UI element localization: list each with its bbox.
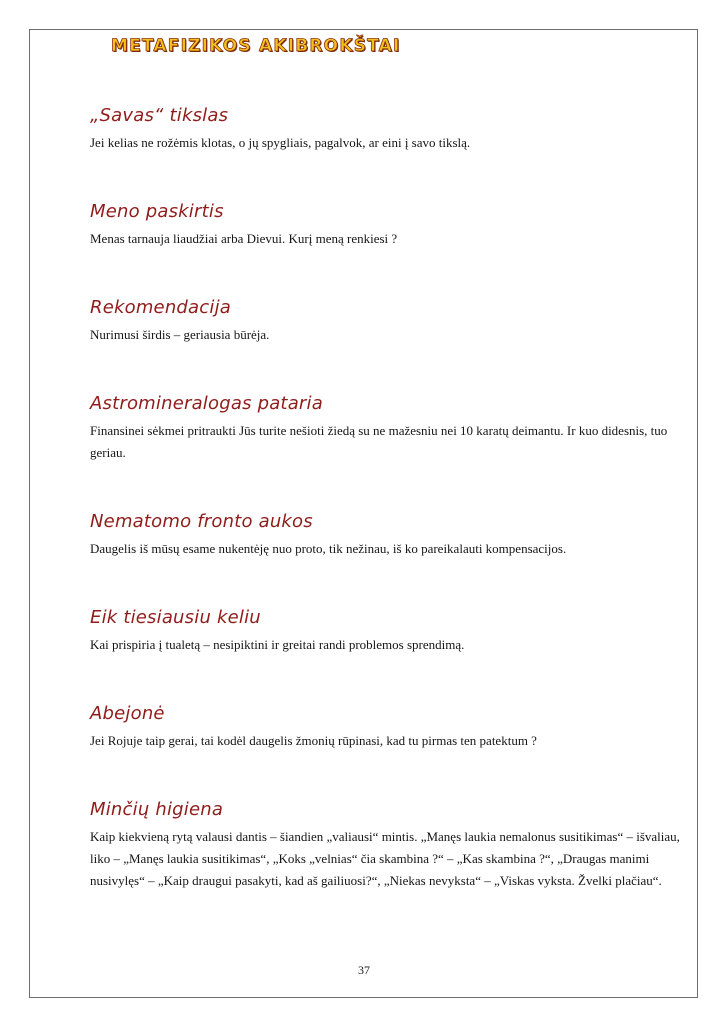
section-minciu-higiena — [90, 798, 690, 892]
section-paragraph: Kaip kiekvieną rytą valausi dantis – šiandien „valiausi“ mintis. „Manęs laukia nemalonus susitikimas“ – išvaliau, liko – „Manęs laukia susitikimas“, „Koks „velnias“ čia skambina ?“ – „Kas skambina ?“, „Draugas manimi nusivylęs“ – „Kaip draugui pasakyti, kad aš gailiuosi?“, „Niekas nevyksta“ – „Viskas vyksta. Žvelki plačiau“. — [90, 829, 680, 888]
section-paragraph: Kai prispiria į tualetą – nesipiktini ir greitai randi problemos sprendimą. — [90, 637, 465, 652]
section-paragraph: Nurimusi širdis – geriausia būrėja. — [90, 327, 270, 342]
document-body — [90, 104, 690, 892]
page-number: 37 — [358, 963, 370, 977]
document-header-title: METAFIZIKOS AKIBROKŠTAI — [111, 36, 401, 56]
section-heading: Meno paskirtis — [90, 201, 224, 222]
section-paragraph: Jei Rojuje taip gerai, tai kodėl daugelis žmonių rūpinasi, kad tu pirmas ten patektum ? — [90, 733, 537, 748]
section-paragraph: Jei kelias ne rožėmis klotas, o jų spygliais, pagalvok, ar eini į savo tikslą. — [90, 135, 471, 150]
section-heading: Abejonė — [90, 703, 165, 724]
section-heading: Minčių higiena — [90, 799, 224, 820]
section-nematomo-fronto-aukos — [90, 510, 690, 560]
section-rekomendacija — [90, 296, 690, 346]
section-heading: Eik tiesiausiu keliu — [90, 607, 261, 628]
section-heading: Astromineralogas pataria — [90, 393, 323, 414]
section-astromineralogas — [90, 392, 690, 464]
section-paragraph: Finansinei sėkmei pritraukti Jūs turite nešioti žiedą su ne mažesniu nei 10 karatų deimantu. Ir kuo didesnis, tuo geriau. — [90, 423, 668, 460]
section-meno-paskirtis — [90, 200, 690, 250]
section-abejone — [90, 702, 690, 752]
section-heading: „Savas“ tikslas — [90, 105, 229, 126]
section-paragraph: Daugelis iš mūsų esame nukentėję nuo proto, tik nežinau, iš ko pareikalauti kompensacijos. — [90, 541, 567, 556]
section-heading: Nematomo fronto aukos — [90, 511, 313, 532]
section-savas-tikslas — [90, 104, 690, 154]
section-eik-tiesiausiu-keliu — [90, 606, 690, 656]
section-paragraph: Menas tarnauja liaudžiai arba Dievui. Kurį meną renkiesi ? — [90, 231, 398, 246]
section-heading: Rekomendacija — [90, 297, 232, 318]
